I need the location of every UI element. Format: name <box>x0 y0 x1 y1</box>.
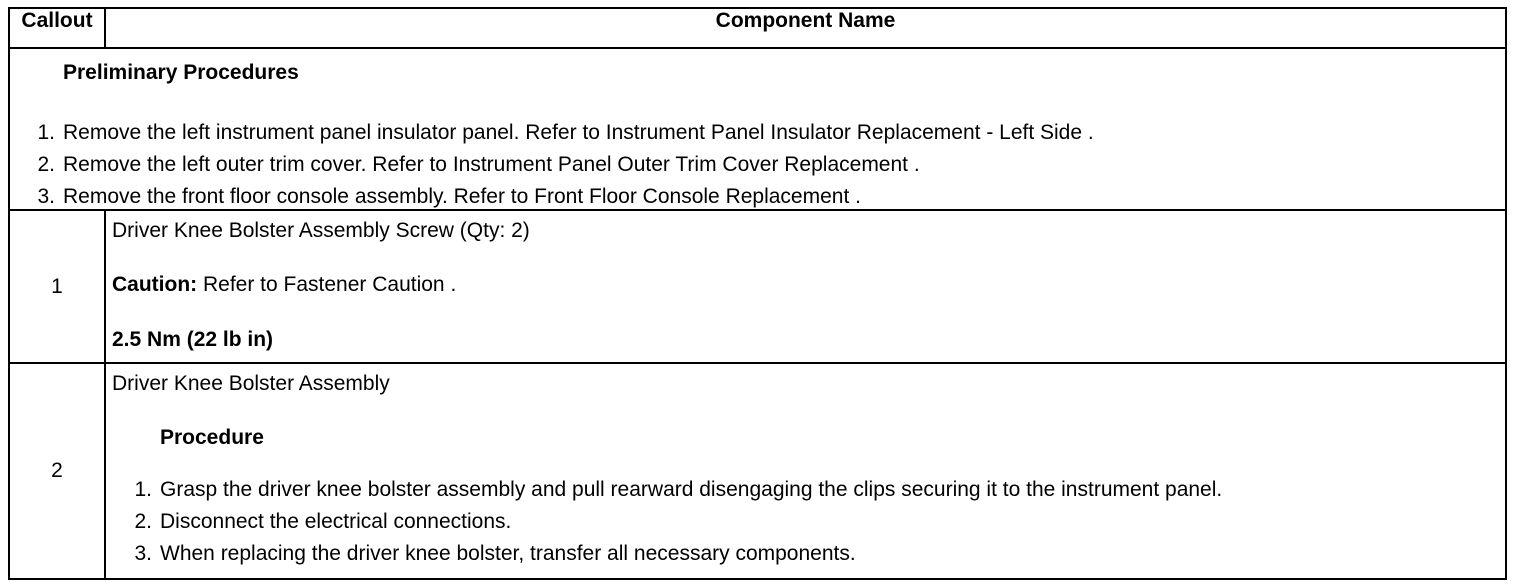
component-cell <box>105 363 1506 579</box>
list-item <box>106 506 1222 538</box>
list-item <box>10 117 1094 149</box>
step-text: Disconnect the electrical connections. <box>160 510 512 533</box>
preliminary-cell <box>9 48 1506 210</box>
table-row <box>9 363 1506 579</box>
caution-line <box>112 273 456 297</box>
list-item <box>106 538 1222 570</box>
step-number: 2. <box>37 153 55 176</box>
table-header-row <box>9 8 1506 48</box>
torque-spec: 2.5 Nm (22 lb in) <box>112 328 274 351</box>
step-text: Grasp the driver knee bolster assembly and pull rearward disengaging the clips securing it to the instrument panel. <box>160 478 1223 501</box>
preliminary-row <box>9 48 1506 210</box>
step-number: 1. <box>37 121 55 144</box>
step-text: Remove the left instrument panel insulator panel. Refer to Instrument Panel Insulator Replacement - Left Side . <box>63 121 1094 144</box>
procedure-table <box>8 7 1507 580</box>
caution-label: Caution: <box>112 273 198 296</box>
procedure-steps <box>106 474 1222 570</box>
list-item <box>106 474 1222 506</box>
step-text: Remove the front floor console assembly. Refer to Front Floor Console Replacement . <box>63 185 861 208</box>
header-component-name: Component Name <box>105 8 1506 48</box>
step-number: 1. <box>134 478 152 501</box>
procedure-sheet <box>8 7 1507 580</box>
component-name: Driver Knee Bolster Assembly <box>112 372 390 395</box>
list-item <box>10 181 1094 213</box>
caution-text: Refer to Fastener Caution . <box>197 273 457 296</box>
procedure-title: Procedure <box>160 426 264 449</box>
step-number: 3. <box>134 542 152 565</box>
step-number: 3. <box>37 185 55 208</box>
step-text: When replacing the driver knee bolster, transfer all necessary components. <box>160 542 856 565</box>
component-name: Driver Knee Bolster Assembly Screw (Qty: 2) <box>112 219 530 242</box>
step-text: Remove the left outer trim cover. Refer to Instrument Panel Outer Trim Cover Replacement . <box>63 153 920 176</box>
header-callout: Callout <box>9 8 105 48</box>
preliminary-title: Preliminary Procedures <box>63 61 299 84</box>
callout-cell: 2 <box>9 363 105 579</box>
preliminary-steps <box>10 117 1094 213</box>
component-cell <box>105 210 1506 363</box>
list-item <box>10 149 1094 181</box>
table-row <box>9 210 1506 363</box>
step-number: 2. <box>134 510 152 533</box>
callout-cell: 1 <box>9 210 105 363</box>
